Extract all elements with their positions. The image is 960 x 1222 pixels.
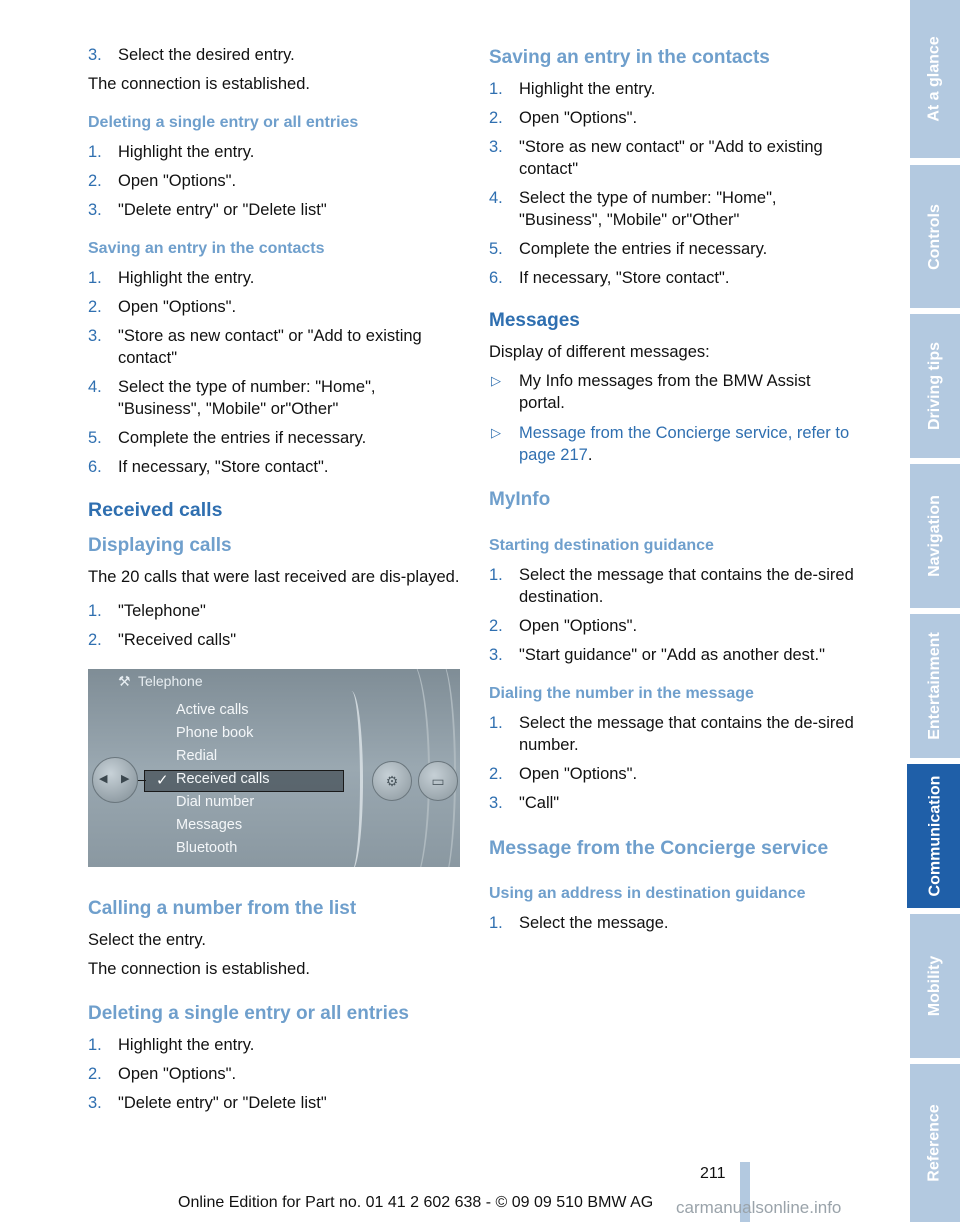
menu-item[interactable]: Messages — [176, 817, 243, 833]
section-heading: Starting destination guidance — [489, 537, 714, 554]
controller-knob-icon: ◀ ▶ — [92, 757, 138, 803]
bullet-icon: ▷ — [491, 373, 501, 388]
screen-title: ⚒ Telephone — [118, 673, 203, 689]
list-item: 1. Select the message that contains the de-sired destination. — [489, 566, 854, 606]
section-heading: Dialing the number in the message — [489, 685, 754, 702]
list-item: 1. Highlight the entry. — [88, 143, 255, 161]
tab-mobility[interactable]: Mobility — [910, 914, 960, 1058]
section-heading: Displaying calls — [88, 535, 232, 556]
section-heading: Saving an entry in the contacts — [489, 47, 770, 68]
list-item: 3. "Store as new contact" or "Add to existing contact" — [88, 327, 422, 367]
list-item: 2. Open "Options". — [88, 1065, 237, 1083]
list-item: 5. Complete the entries if necessary. — [88, 429, 367, 447]
tab-entertainment[interactable]: Entertainment — [910, 614, 960, 758]
section-heading: Deleting a single entry or all entries — [88, 1003, 409, 1024]
section-heading: Calling a number from the list — [88, 898, 357, 919]
menu-item[interactable]: Bluetooth — [176, 840, 238, 856]
list-item: 3. Select the desired entry. — [88, 46, 295, 64]
step-list — [88, 600, 460, 651]
list-item: 2. Open "Options". — [489, 765, 638, 783]
step-list — [489, 564, 861, 666]
step-list — [88, 44, 460, 66]
list-item: 2. Open "Options". — [489, 617, 638, 635]
list-item: 1. Highlight the entry. — [489, 80, 656, 98]
list-item: 2. "Received calls" — [88, 631, 237, 649]
checkmark-icon: ✓ — [156, 772, 169, 789]
list-item: 2. Open "Options". — [88, 298, 237, 316]
list-item: 6. If necessary, "Store contact". — [489, 269, 730, 287]
page-number: 211 — [700, 1165, 726, 1182]
options-icon[interactable]: ⚙ — [372, 761, 412, 801]
list-item: 3. "Delete entry" or "Delete list" — [88, 201, 327, 219]
list-item: 3. "Store as new contact" or "Add to existing contact" — [489, 138, 823, 178]
list-item: 1. "Telephone" — [88, 602, 206, 620]
section-heading: Message from the Concierge service — [489, 837, 829, 859]
list-item: 3. "Call" — [489, 794, 560, 812]
bullet-list — [489, 370, 861, 466]
list-item: 1. Highlight the entry. — [88, 269, 255, 287]
tab-controls[interactable]: Controls — [910, 165, 960, 308]
step-list — [489, 78, 861, 289]
section-heading: Using an address in destination guidance — [489, 885, 806, 902]
tab-at-a-glance[interactable]: At a glance — [910, 0, 960, 158]
right-column — [489, 44, 861, 941]
list-item: ▷ My Info messages from the BMW Assist portal. — [491, 372, 811, 412]
list-item: 4. Select the type of number: "Home", "Business", "Mobile" or"Other" — [88, 378, 376, 418]
menu-item[interactable]: Redial — [176, 748, 218, 764]
step-list — [88, 267, 460, 478]
paragraph: The 20 calls that were last received are dis-played. — [88, 568, 460, 586]
list-item: 3. "Delete entry" or "Delete list" — [88, 1094, 327, 1112]
tab-driving-tips[interactable]: Driving tips — [910, 314, 960, 458]
step-list — [88, 141, 460, 221]
left-column — [88, 44, 460, 1121]
bullet-icon: ▷ — [491, 425, 501, 440]
paragraph: Display of different messages: — [489, 343, 710, 361]
section-heading: MyInfo — [489, 489, 551, 510]
chapter-heading: Received calls — [88, 499, 223, 521]
page-reference-link[interactable]: Message from the Concierge service, refer to page 217 — [519, 424, 850, 464]
chapter-tabs — [910, 0, 960, 1222]
screen-menu — [176, 699, 270, 860]
watermark: carmanualsonline.info — [676, 1198, 842, 1217]
list-item: 5. Complete the entries if necessary. — [489, 240, 768, 258]
list-item: ▷ Message from the Concierge service, refer to page 217. — [491, 424, 850, 464]
footer-text: Online Edition for Part no. 01 41 2 602 638 - © 09 09 510 BMW AG — [178, 1194, 654, 1211]
step-list — [88, 1034, 460, 1114]
tab-communication[interactable]: Communication — [910, 764, 960, 908]
list-item: 2. Open "Options". — [88, 172, 237, 190]
list-item: 1. Highlight the entry. — [88, 1036, 255, 1054]
paragraph: The connection is established. — [88, 960, 310, 978]
menu-item[interactable]: Phone book — [176, 725, 254, 741]
list-item: 6. If necessary, "Store contact". — [88, 458, 329, 476]
list-item: 3. "Start guidance" or "Add as another dest." — [489, 646, 825, 664]
paragraph: Select the entry. — [88, 931, 207, 949]
paragraph: The connection is established. — [88, 75, 310, 93]
idrive-screen — [88, 669, 460, 867]
menu-item[interactable]: Dial number — [176, 794, 255, 810]
section-heading: Saving an entry in the contacts — [88, 240, 325, 257]
list-item: 1. Select the message. — [489, 914, 669, 932]
menu-item-selected[interactable]: Received calls — [176, 771, 270, 787]
list-item: 4. Select the type of number: "Home", "Business", "Mobile" or"Other" — [489, 189, 777, 229]
section-heading: Deleting a single entry or all entries — [88, 114, 359, 131]
list-item: 2. Open "Options". — [489, 109, 638, 127]
tab-navigation[interactable]: Navigation — [910, 464, 960, 608]
step-list — [489, 912, 861, 934]
menu-icon[interactable]: ▭ — [418, 761, 458, 801]
step-list — [489, 712, 861, 814]
chapter-heading: Messages — [489, 310, 580, 331]
list-item: 1. Select the message that contains the de-sired number. — [489, 714, 854, 754]
wrench-icon: ⚒ — [118, 673, 131, 689]
tab-reference[interactable]: Reference — [910, 1064, 960, 1222]
menu-item[interactable]: Active calls — [176, 702, 249, 718]
